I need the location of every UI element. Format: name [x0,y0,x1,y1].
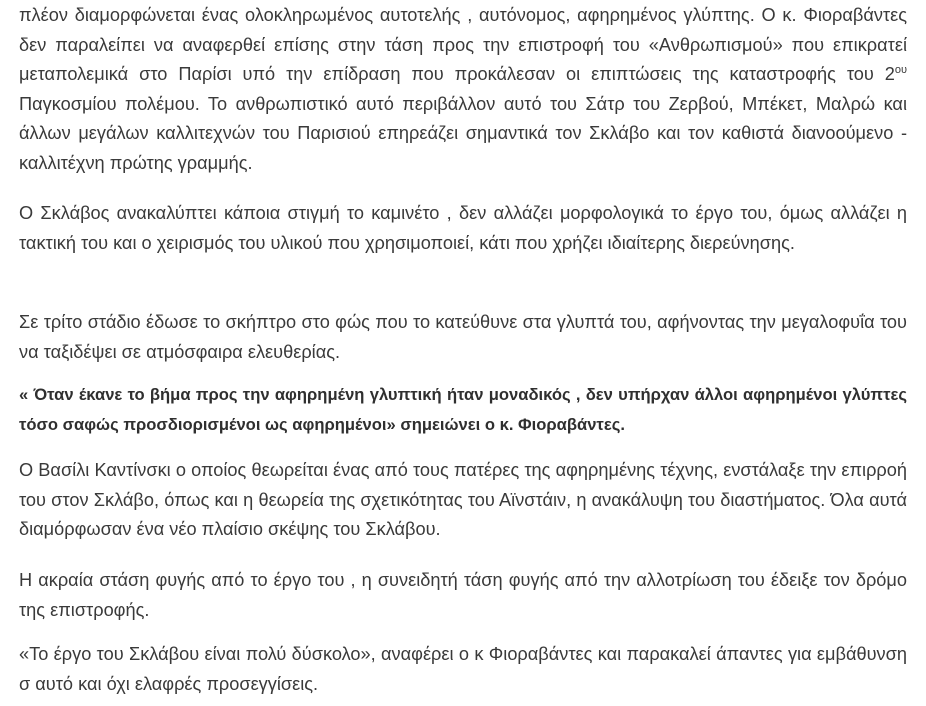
paragraph-7: «Το έργο του Σκλάβου είναι πολύ δύσκολο», αναφέρει ο κ Φιοραβάντες και παρακαλεί άπαντες για εμβάθυνση σ αυτό και όχι ελαφρές προσεγγίσεις. [19,644,907,694]
paragraph-6: Η ακραία στάση φυγής από το έργο του , η συνειδητή τάση φυγής από την αλλοτρίωση του έδειξε τον δρόμο της επιστροφής. [19,570,907,620]
quote-paragraph: « Όταν έκανε το βήμα προς την αφηρημένη γλυπτική ήταν μοναδικός , δεν υπήρχαν άλλοι αφηρημένοι γλύπτες τόσο σαφώς προσδιορισμένοι ως αφηρημένοι» σημειώνει ο κ. Φιοραβάντες. [19,385,907,434]
paragraph-1 [19,1,907,178]
ordinal-superscript: ου [894,63,907,76]
paragraph-5: Ο Βασίλι Καντίνσκι ο οποίος θεωρείται ένας από τους πατέρες της αφηρημένης τέχνης, ενστάλαξε την επιρροή του στον Σκλάβο, όπως και η θεωρεία της σχετικότητας του Αϊνστάιν, η ανακάλυψη του διαστήματος. Όλα αυτά διαμόρφωσαν ένα νέο πλαίσιο σκέψης του Σκλάβου. [19,460,907,539]
paragraph-1-text-cont: Παγκοσμίου πολέμου. Το ανθρωπιστικό αυτό περιβάλλον αυτό του Σάτρ του Ζερβού, Μπέκετ, Μαλρώ και άλλων μεγάλων καλλιτεχνών του Παρισιού επηρεάζει σημαντικά τον Σκλάβο και τον καθιστά διανοούμενο - καλλιτέχνη πρώτης γραμμής. [19,93,907,173]
paragraph-3: Σε τρίτο στάδιο έδωσε το σκήπτρο στο φώς που το κατεύθυνε στα γλυπτά του, αφήνοντας την μεγαλοφυΐα του να ταξιδέψει σε ατμόσφαιρα ελευθερίας. [19,312,907,362]
paragraph-2: Ο Σκλάβος ανακαλύπτει κάποια στιγμή το καμινέτο , δεν αλλάζει μορφολογικά το έργο του, όμως αλλάζει η τακτική του και ο χειρισμός του υλικού που χρησιμοποιεί, κάτι που χρήζει ιδιαίτερης διερεύνησης. [19,203,907,253]
paragraph-1-text: πλέον διαμορφώνεται ένας ολοκληρωμένος αυτοτελής , αυτόνομος, αφηρημένος γλύπτης. Ο κ. Φιοραβάντες δεν παραλείπει να αναφερθεί επίσης στην τάση προς την επιστροφή του «Ανθρωπισμού» που επικρατεί μεταπολεμικά στο Παρίσι υπό την επίδραση που προκάλεσαν οι επιπτώσεις της καταστροφής του 2 [19,5,907,84]
